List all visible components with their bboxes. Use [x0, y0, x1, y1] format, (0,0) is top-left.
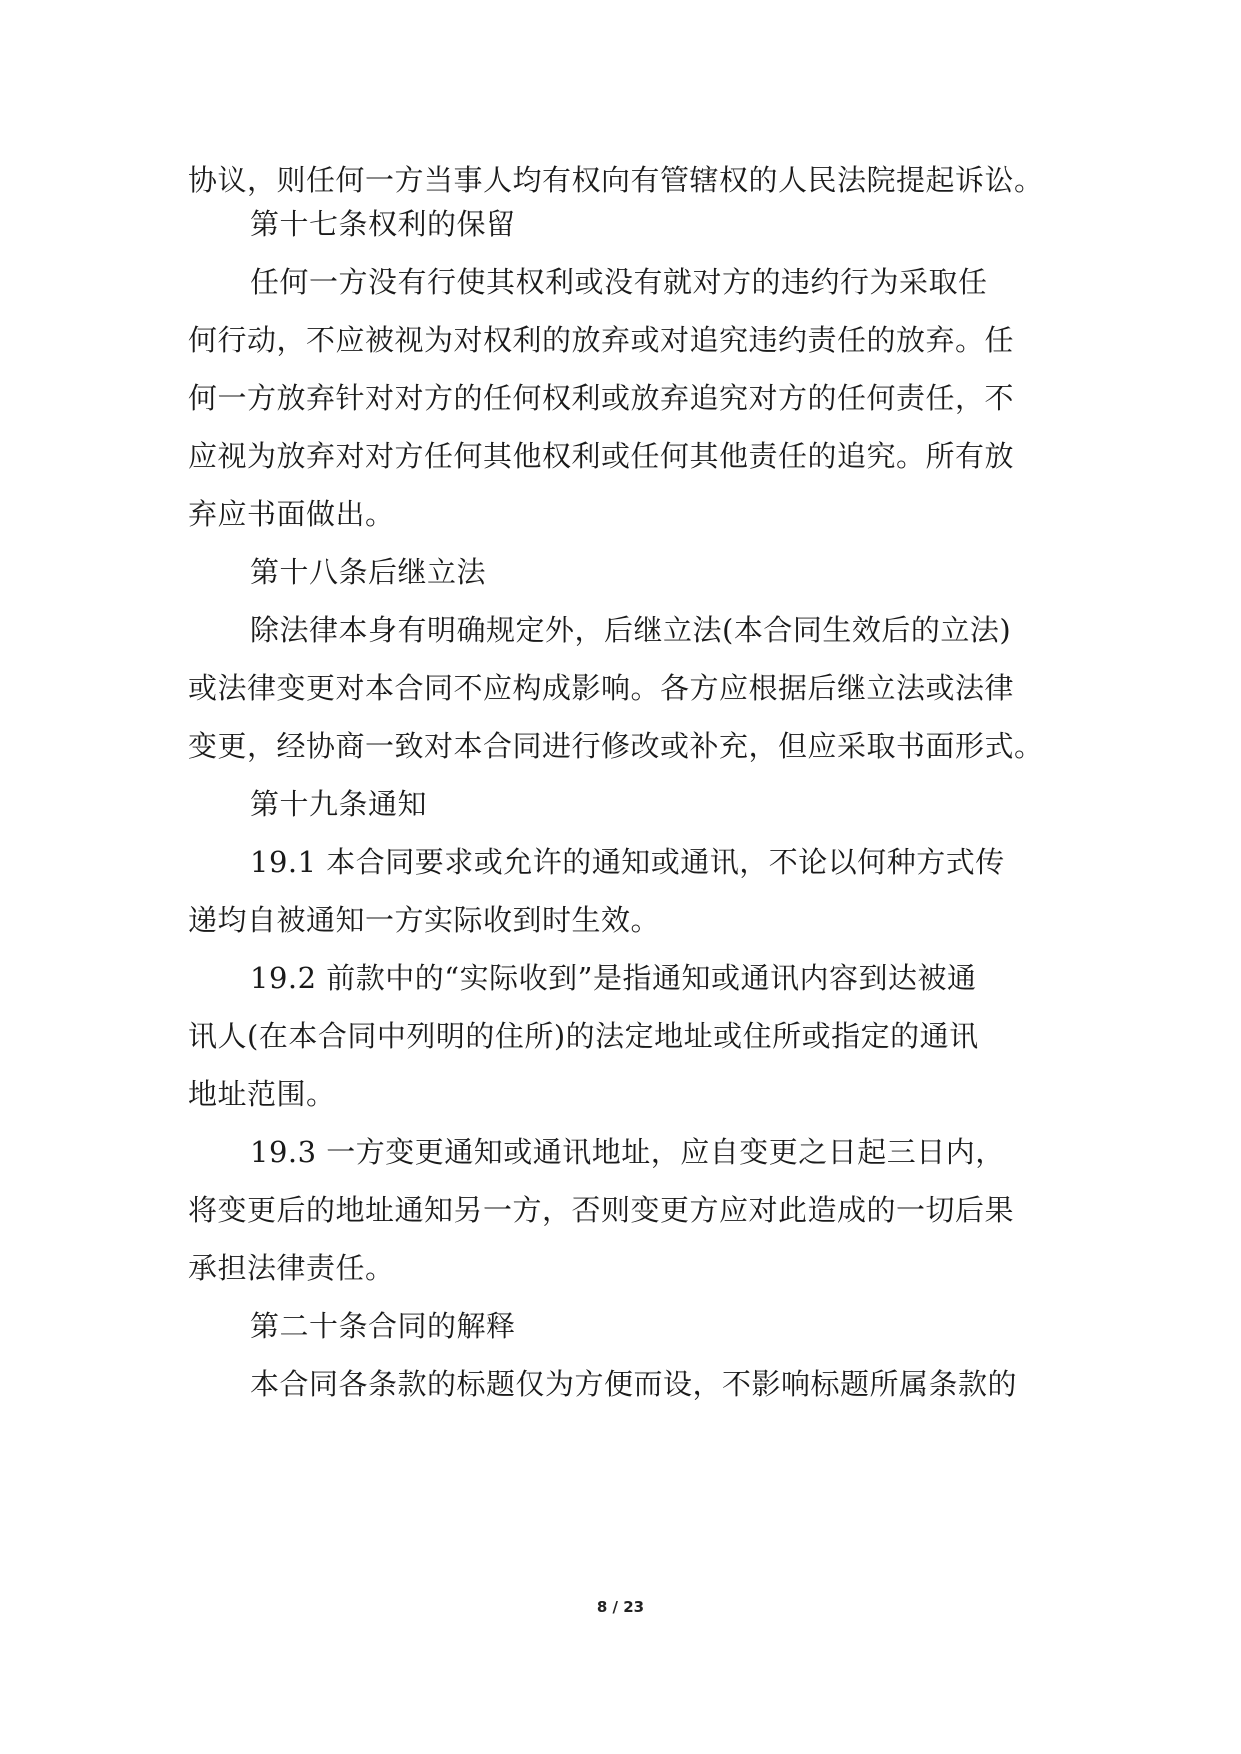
text-line: 弃应书面做出。 [188, 497, 395, 531]
text-line: 承担法律责任。 [188, 1251, 395, 1285]
text-line: 19.1 本合同要求或允许的通知或通讯，不论以何种方式传 [250, 845, 1005, 879]
text-line: 地址范围。 [188, 1077, 336, 1111]
text-line: 应视为放弃对对方任何其他权利或任何其他责任的追究。所有放 [188, 439, 1015, 473]
section-heading: 第二十条合同的解释 [250, 1309, 516, 1343]
section-heading: 第十八条后继立法 [250, 555, 487, 589]
text-line: 任何一方没有行使其权利或没有就对方的违约行为采取任 [250, 265, 988, 299]
text-line: 讯人(在本合同中列明的住所)的法定地址或住所或指定的通讯 [188, 1019, 979, 1053]
text-line: 协议，则任何一方当事人均有权向有管辖权的人民法院提起诉讼。 [188, 163, 1044, 197]
text-line: 除法律本身有明确规定外，后继立法(本合同生效后的立法) [250, 613, 1012, 647]
text-line: 19.3 一方变更通知或通讯地址，应自变更之日起三日内， [250, 1135, 1005, 1169]
text-line: 变更，经协商一致对本合同进行修改或补充，但应采取书面形式。 [188, 729, 1044, 763]
text-line: 19.2 前款中的“实际收到”是指通知或通讯内容到达被通 [250, 961, 977, 995]
page-number: 8 / 23 [596, 1598, 645, 1616]
section-heading: 第十九条通知 [250, 787, 428, 821]
text-line: 何行动，不应被视为对权利的放弃或对追究违约责任的放弃。任 [188, 323, 1015, 357]
text-line: 本合同各条款的标题仅为方便而设，不影响标题所属条款的 [250, 1367, 1018, 1401]
text-line: 何一方放弃针对对方的任何权利或放弃追究对方的任何责任，不 [188, 381, 1015, 415]
text-line: 或法律变更对本合同不应构成影响。各方应根据后继立法或法律 [188, 671, 1015, 705]
text-line: 递均自被通知一方实际收到时生效。 [188, 903, 661, 937]
section-heading: 第十七条权利的保留 [250, 207, 516, 241]
text-line: 将变更后的地址通知另一方，否则变更方应对此造成的一切后果 [188, 1193, 1015, 1227]
